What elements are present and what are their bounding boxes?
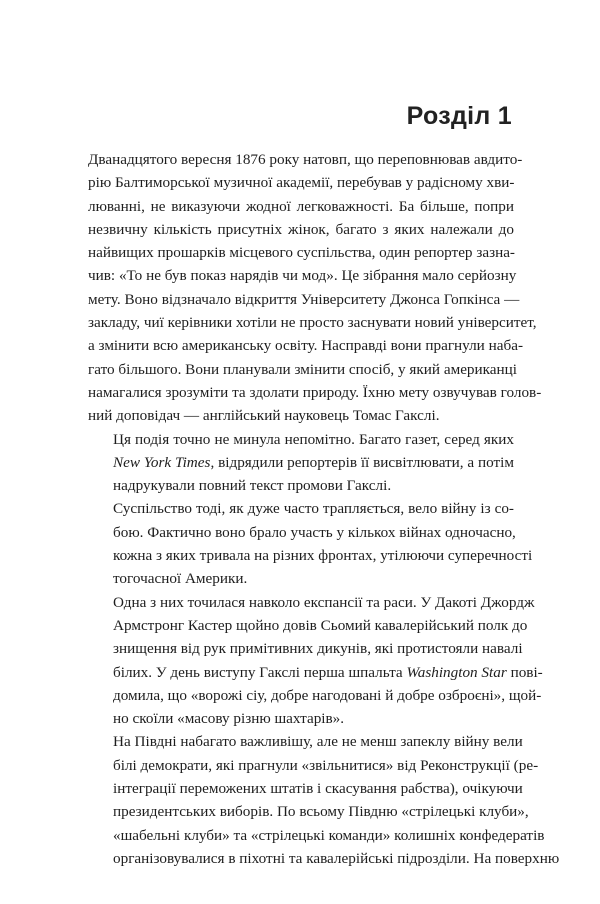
text-line bbox=[88, 381, 542, 404]
text-run: ний доповідач — англійський науковець Томас Гакслі. bbox=[88, 407, 440, 425]
italic-text: Washington Star bbox=[406, 663, 507, 681]
text-run: президентських виборів. По всьому Півдню «стрілецькі клуби», bbox=[113, 803, 529, 821]
italic-text: New York Times bbox=[113, 453, 211, 471]
text-line bbox=[88, 218, 514, 241]
text-line bbox=[88, 707, 514, 730]
text-line bbox=[88, 358, 518, 381]
text-line bbox=[88, 684, 542, 707]
paragraph bbox=[88, 428, 514, 498]
text-run: пові- bbox=[506, 663, 543, 681]
text-line bbox=[88, 334, 523, 357]
text-run: організовувалися в піхотні та кавалерійські підрозділи. На поверхню bbox=[113, 849, 560, 867]
text-run: Армстронг Кастер щойно довів Сьомий кавалерійський полк до bbox=[113, 616, 528, 634]
paragraph bbox=[88, 730, 560, 870]
text-run: білі демократи, які прагнули «звільнитися» від Реконструкції (ре- bbox=[113, 756, 539, 774]
text-line bbox=[88, 824, 545, 847]
text-run: кожна з яких тривала на різних фронтах, утілюючи суперечності bbox=[113, 547, 533, 565]
chapter-title: Розділ 1 bbox=[406, 102, 512, 130]
text-run: Одна з них точилася навколо експансії та раси. У Дакоті Джордж bbox=[113, 593, 535, 611]
text-run: домила, що «ворожі сіу, добре нагодовані й добре озброєні», щой- bbox=[113, 686, 542, 704]
text-run: «шабельні клуби» та «стрілецькі команди» колишніх конфедератів bbox=[113, 826, 545, 844]
text-line bbox=[88, 614, 528, 637]
text-run: рію Балтиморської музичної академії, перебував у радісному хви- bbox=[88, 174, 515, 192]
paragraph bbox=[88, 591, 543, 731]
text-line bbox=[88, 451, 514, 474]
text-line bbox=[88, 730, 523, 753]
text-line bbox=[88, 288, 520, 311]
text-run: намагалися зрозуміти та здолати природу. Їхню мету озвучував голов- bbox=[88, 383, 542, 401]
text-line bbox=[88, 195, 514, 218]
text-line bbox=[88, 847, 560, 870]
text-run: люванні, не виказуючи жодної легковажності. Ба більше, попри bbox=[88, 197, 514, 215]
text-line bbox=[88, 474, 514, 497]
text-line bbox=[88, 404, 514, 427]
text-run: Ця подія точно не минула непомітно. Багато газет, серед яких bbox=[113, 430, 514, 448]
chapter-body-text bbox=[88, 148, 560, 870]
text-line bbox=[88, 428, 514, 451]
text-line bbox=[88, 800, 529, 823]
text-run: но скоїли «масову різню шахтарів». bbox=[113, 710, 345, 728]
text-run: незвичну кількість присутніх жінок, багато з яких належали до bbox=[88, 220, 514, 238]
text-line bbox=[88, 311, 537, 334]
text-run: а змінити всю американську освіту. Насправді вони прагнули наба- bbox=[88, 337, 523, 355]
text-run: тогочасної Америки. bbox=[113, 570, 248, 588]
text-line bbox=[88, 264, 517, 287]
text-line bbox=[88, 171, 514, 194]
text-line bbox=[88, 637, 523, 660]
text-run: інтеграції переможених штатів і скасування рабства), очікуючи bbox=[113, 780, 523, 798]
text-line bbox=[88, 754, 539, 777]
text-run: закладу, чиї керівники хотіли не просто заснувати новий університет, bbox=[88, 314, 537, 332]
text-line bbox=[88, 777, 523, 800]
text-run: найвищих прошарків місцевого суспільства, один репортер зазна- bbox=[88, 244, 515, 262]
text-line bbox=[88, 661, 543, 684]
text-line bbox=[88, 521, 514, 544]
text-run: мету. Воно відзначало відкриття Університету Джонса Гопкінса — bbox=[88, 290, 520, 308]
text-run: знищення від рук примітивних дикунів, які протистояли навалі bbox=[113, 640, 523, 658]
text-line bbox=[88, 544, 533, 567]
text-run: білих. У день виступу Гакслі перша шпальта bbox=[113, 663, 407, 681]
paragraph bbox=[88, 148, 542, 428]
text-run: Суспільство тоді, як дуже часто трапляється, вело війну із со- bbox=[113, 500, 514, 518]
text-line bbox=[88, 241, 514, 264]
text-run: чив: «То не був показ нарядів чи мод». Це зібрання мало серйозну bbox=[88, 267, 517, 285]
text-run: гато більшого. Вони планували змінити спосіб, у який американці bbox=[88, 360, 518, 378]
text-run: Дванадцятого вересня 1876 року натовп, що переповнював авдито- bbox=[88, 151, 523, 168]
text-run: , відрядили репортерів її висвітлювати, а потім bbox=[210, 453, 515, 471]
text-line bbox=[88, 567, 514, 590]
text-line bbox=[88, 148, 523, 171]
text-run: надрукували повний текст промови Гакслі. bbox=[113, 477, 392, 495]
text-line bbox=[88, 497, 514, 520]
text-run: На Півдні набагато важливішу, але не менш запеклу війну вели bbox=[113, 733, 523, 751]
text-run: бою. Фактично воно брало участь у кількох війнах одночасно, bbox=[113, 523, 516, 541]
text-line bbox=[88, 591, 535, 614]
paragraph bbox=[88, 497, 533, 590]
